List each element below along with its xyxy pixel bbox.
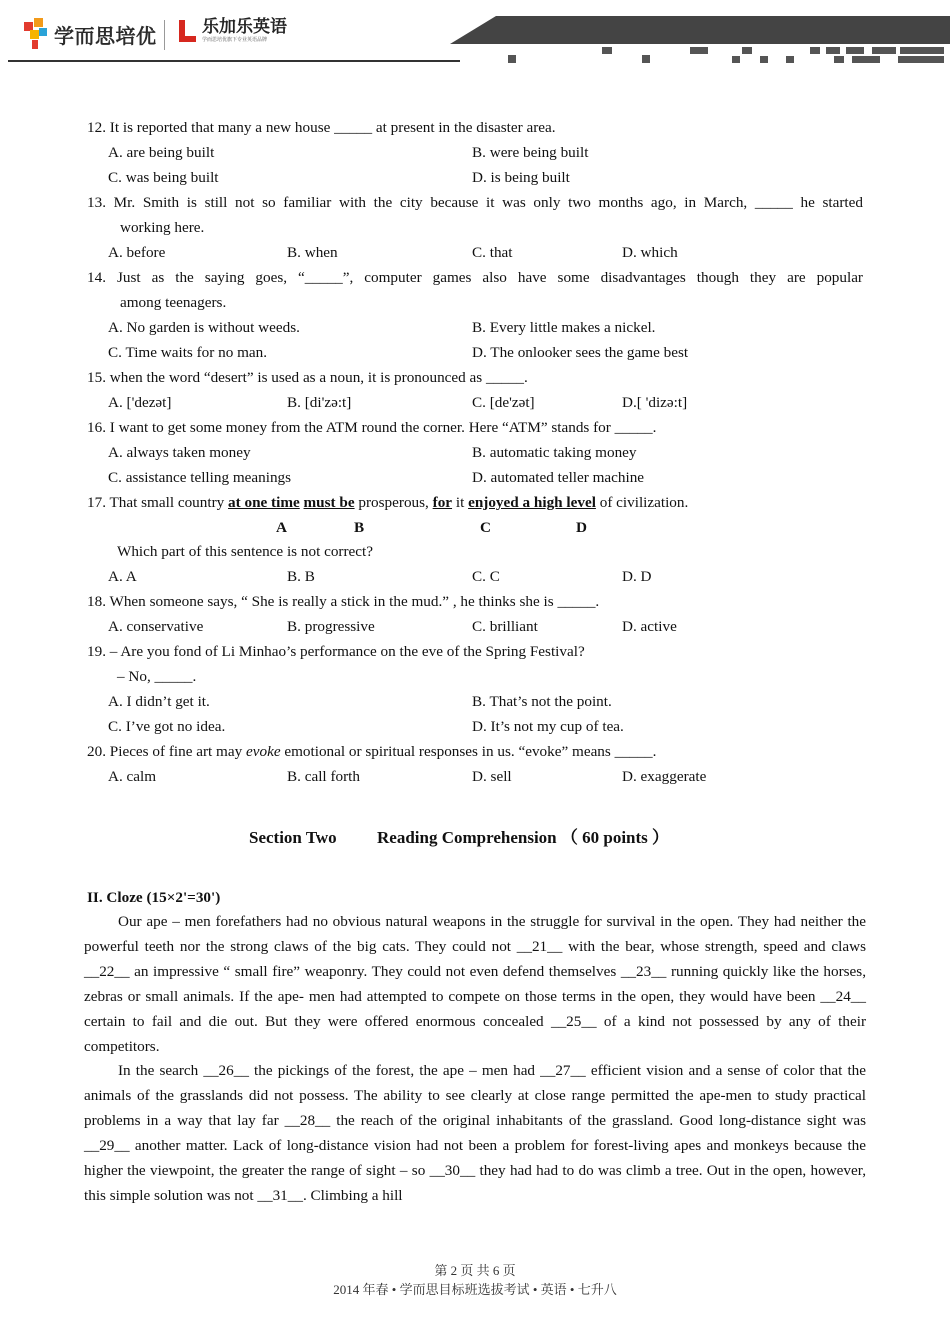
q12-option-b: B. were being built xyxy=(472,144,589,161)
q15-option-a: A. ['dezət] xyxy=(108,394,172,411)
q12-option-a: A. are being built xyxy=(108,144,215,161)
exam-title: 2014 年春 • 学而思目标班选拔考试 • 英语 • 七升八 xyxy=(333,1282,617,1297)
q17-part-d: enjoyed a high level xyxy=(468,494,596,511)
q19-option-a: A. I didn’t get it. xyxy=(108,693,210,710)
question-19-stem: 19. – Are you fond of Li Minhao’s performance on the eve of the Spring Festival? xyxy=(87,643,585,660)
q17-option-a: A. A xyxy=(108,568,137,585)
section-subtitle: Reading Comprehension （ 60 points ） xyxy=(377,828,670,847)
question-14-stem: 14. Just as the saying goes, “_____”, computer games also have some disadvantages though they are popular xyxy=(87,269,863,286)
q17-text: of civilization. xyxy=(595,494,689,511)
header-rule xyxy=(8,60,460,62)
q17-text: 17. That small country xyxy=(87,494,229,511)
q16-option-b: B. automatic taking money xyxy=(472,444,637,461)
section-title: Section Two xyxy=(249,828,337,847)
lejiale-logo xyxy=(176,18,287,44)
q17-part-b: must be xyxy=(303,494,355,511)
q17-part-a: at one time xyxy=(228,494,300,511)
question-20-stem xyxy=(87,742,656,762)
question-13-stem-cont: working here. xyxy=(120,219,205,236)
q17-marker-b: B xyxy=(354,519,365,536)
header-band xyxy=(450,16,950,44)
q12-option-c: C. was being built xyxy=(108,169,219,186)
question-16-stem: 16. I want to get some money from the ATM round the corner. Here “ATM” stands for _____. xyxy=(87,419,657,436)
cloze-heading: II. Cloze (15×2'=30') xyxy=(87,889,221,906)
q19-option-c: C. I’ve got no idea. xyxy=(108,718,226,735)
q14-option-b: B. Every little makes a nickel. xyxy=(472,319,656,336)
question-17-stem xyxy=(87,493,688,513)
q16-option-d: D. automated teller machine xyxy=(472,469,645,486)
question-18-stem: 18. When someone says, “ She is really a stick in the mud.” , he thinks she is _____. xyxy=(87,593,600,610)
q14-option-d: D. The onlooker sees the game best xyxy=(472,344,689,361)
question-13-stem: 13. Mr. Smith is still not so familiar with the city because it was only two months ago, in March, _____ he started xyxy=(87,194,863,211)
q18-option-c: C. brilliant xyxy=(472,618,538,635)
q12-option-d: D. is being built xyxy=(472,169,570,186)
q20-option-a: A. calm xyxy=(108,768,157,785)
q13-option-b: B. when xyxy=(287,244,338,261)
question-14-stem-cont: among teenagers. xyxy=(120,294,227,311)
cloze-paragraph-2: In the search __26__ the pickings of the forest, the ape – men had __27__ efficient vision and a sense of color that the animals of the grasslands did not possess. The ability to see clearly at close range permitted the ape-men to study practical problems in a way that lay far __28__ the reach of the original inhabitants of the grassland. Good long-distance sight was __29__ another matter. Lack of long-distance vision had not been a problem for forest-living apes and monkeys because the higher the viewpoint, the greater the range of sight – so __30__ they had had to do was climb a tree. Out in the open, however, this simple solution was not __31__. Climbing a hill xyxy=(84,1062,866,1204)
l-mark-icon xyxy=(176,18,198,44)
q15-option-d: D.[ 'dizə:t] xyxy=(622,394,688,411)
q19-option-b: B. That’s not the point. xyxy=(472,693,612,710)
question-15-stem: 15. when the word “desert” is used as a noun, it is pronounced as _____. xyxy=(87,369,528,386)
q17-option-d: D. D xyxy=(622,568,652,585)
q18-option-d: D. active xyxy=(622,618,677,635)
page-number: 第 2 页 共 6 页 xyxy=(434,1263,516,1278)
q20-option-d: D. exaggerate xyxy=(622,768,707,785)
q17-option-c: C. C xyxy=(472,568,500,585)
brand2-tagline: 学而思培优旗下专业英语品牌 xyxy=(202,37,268,43)
question-19-reply: – No, _____. xyxy=(117,668,197,685)
q17-option-b: B. B xyxy=(287,568,315,585)
q16-option-a: A. always taken money xyxy=(108,444,251,461)
q20-option-b: B. call forth xyxy=(287,768,360,785)
logo-divider xyxy=(164,20,165,50)
q13-option-c: C. that xyxy=(472,244,513,261)
q17-marker-a: A xyxy=(276,519,287,536)
cube-logo-icon xyxy=(24,18,48,50)
q14-option-c: C. Time waits for no man. xyxy=(108,344,268,361)
xueersi-logo xyxy=(24,18,157,50)
q17-text: it xyxy=(452,494,469,511)
cloze-paragraph-1: Our ape – men forefathers had no obvious natural weapons in the struggle for survival in the open. They had neither the powerful teeth nor the strong claws of the big cats. They could not __21__ with the bear, whose strength, speed and claws __22__ an impressive “ small fire” weaponry. They could not even defend themselves __23__ running quickly like the horses, zebras or small animals. If the ape- men had attempted to compete on those terms in the open, they would have been __24__ certain to fail and die out. But they were offered enormous concealed __25__ of a kind not possessed by any of their competitors. xyxy=(84,913,866,1055)
q17-text: prosperous, xyxy=(354,494,433,511)
q20-option-c: D. sell xyxy=(472,768,512,785)
q15-option-b: B. [di'zə:t] xyxy=(287,394,352,411)
q20-text: 20. Pieces of fine art may xyxy=(87,743,246,760)
brand2-name: 乐加乐英语 xyxy=(202,17,287,37)
q20-keyword: evoke xyxy=(246,743,281,760)
q13-option-d: D. which xyxy=(622,244,678,261)
brand-name: 学而思培优 xyxy=(54,23,157,48)
q18-option-b: B. progressive xyxy=(287,618,375,635)
q19-option-d: D. It’s not my cup of tea. xyxy=(472,718,624,735)
q13-option-a: A. before xyxy=(108,244,166,261)
q15-option-c: C. [de'zət] xyxy=(472,394,535,411)
q18-option-a: A. conservative xyxy=(108,618,204,635)
question-17-prompt: Which part of this sentence is not correct? xyxy=(117,543,373,560)
q14-option-a: A. No garden is without weeds. xyxy=(108,319,300,336)
q20-text: emotional or spiritual responses in us. “evoke” means _____. xyxy=(280,743,657,760)
q17-marker-d: D xyxy=(576,519,587,536)
question-12-stem: 12. It is reported that many a new house _____ at present in the disaster area. xyxy=(87,119,556,136)
q17-part-c: for xyxy=(432,494,453,511)
q16-option-c: C. assistance telling meanings xyxy=(108,469,292,486)
q17-marker-c: C xyxy=(480,519,491,536)
